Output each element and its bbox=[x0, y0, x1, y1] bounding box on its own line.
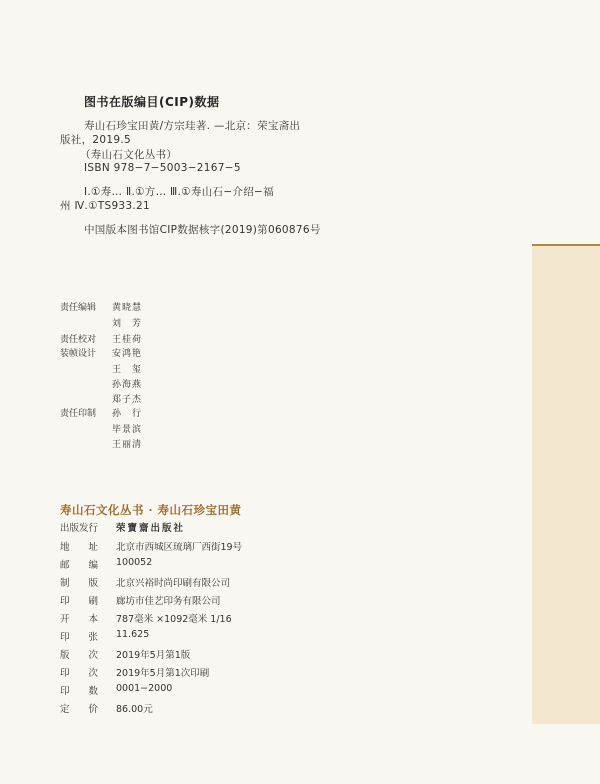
credit-name: 王丽清 bbox=[112, 440, 143, 450]
pub-label: 印 数 bbox=[60, 686, 99, 697]
cip-line-3: （寿山石文化丛书） bbox=[80, 149, 178, 161]
credit-name: 王 玺 bbox=[112, 365, 143, 375]
credit-name: 刘 芳 bbox=[112, 319, 143, 329]
cip-line-5: Ⅰ.①寿… Ⅱ.①方… Ⅲ.①寿山石−介绍−福 bbox=[84, 186, 274, 198]
credit-name: 孙海燕 bbox=[112, 380, 143, 390]
pub-row-address bbox=[60, 539, 530, 555]
cip-title: 图书在版编目(CIP)数据 bbox=[84, 95, 220, 109]
pub-label: 版 次 bbox=[60, 650, 99, 661]
cip-line-6: 州 Ⅳ.①TS933.21 bbox=[60, 200, 150, 212]
series-heading: 寿山石文化丛书 · 寿山石珍宝田黄 bbox=[60, 503, 242, 517]
pub-value: 北京兴裕时尚印刷有限公司 bbox=[116, 578, 231, 589]
pub-row-sheets bbox=[60, 629, 530, 645]
pub-value: 2019年5月第1次印刷 bbox=[116, 668, 210, 679]
credit-role-editor: 责任编辑 bbox=[60, 303, 97, 313]
credit-role-proofread: 责任校对 bbox=[60, 335, 97, 345]
pub-row-platemaking bbox=[60, 575, 530, 591]
credit-name: 黄晓慧 bbox=[112, 303, 143, 313]
cip-record-number: 中国版本图书馆CIP数据核字(2019)第060876号 bbox=[84, 224, 321, 236]
pub-label: 邮 编 bbox=[60, 560, 99, 571]
pub-row-postcode bbox=[60, 557, 530, 573]
pub-value: 北京市西城区琉璃厂西街19号 bbox=[116, 542, 243, 553]
pub-row-publisher bbox=[60, 520, 530, 536]
pub-row-printing bbox=[60, 593, 530, 609]
pub-value: 0001−2000 bbox=[116, 683, 173, 694]
cip-isbn: ISBN 978−7−5003−2167−5 bbox=[84, 162, 241, 174]
pub-row-format bbox=[60, 611, 530, 627]
credit-name: 王桂荷 bbox=[112, 335, 143, 345]
pub-label: 印 张 bbox=[60, 632, 99, 643]
credit-role-print: 责任印制 bbox=[60, 409, 97, 419]
credit-name: 孙 行 bbox=[112, 409, 143, 419]
publisher-name: 荣寶齋出版社 bbox=[116, 523, 186, 534]
pub-label: 印 刷 bbox=[60, 596, 99, 607]
credit-name: 郑子杰 bbox=[112, 395, 143, 405]
pub-row-edition bbox=[60, 647, 530, 663]
credit-role-design: 装帧设计 bbox=[60, 349, 97, 359]
credit-name: 毕景滨 bbox=[112, 425, 143, 435]
pub-value: 86.00元 bbox=[116, 704, 153, 715]
side-color-tab bbox=[532, 244, 600, 724]
pub-row-price bbox=[60, 701, 530, 717]
pub-label: 定 价 bbox=[60, 704, 99, 715]
pub-label: 制 版 bbox=[60, 578, 99, 589]
pub-value: 787毫米 ×1092毫米 1/16 bbox=[116, 614, 232, 625]
pub-label: 开 本 bbox=[60, 614, 99, 625]
pub-row-impression bbox=[60, 665, 530, 681]
pub-value: 11.625 bbox=[116, 629, 150, 640]
pub-value: 100052 bbox=[116, 557, 153, 568]
pub-label: 出版发行 bbox=[60, 523, 99, 534]
pub-label: 印 次 bbox=[60, 668, 99, 679]
credit-name: 安鸿艳 bbox=[112, 349, 143, 359]
cip-line-1: 寿山石珍宝田黄/方宗珪著. —北京：荣宝斋出 bbox=[84, 120, 301, 132]
pub-value: 2019年5月第1版 bbox=[116, 650, 191, 661]
pub-value: 廊坊市佳艺印务有限公司 bbox=[116, 596, 221, 607]
cip-line-2: 版社，2019.5 bbox=[60, 134, 131, 146]
pub-label: 地 址 bbox=[60, 542, 99, 553]
pub-row-print-run bbox=[60, 683, 530, 699]
